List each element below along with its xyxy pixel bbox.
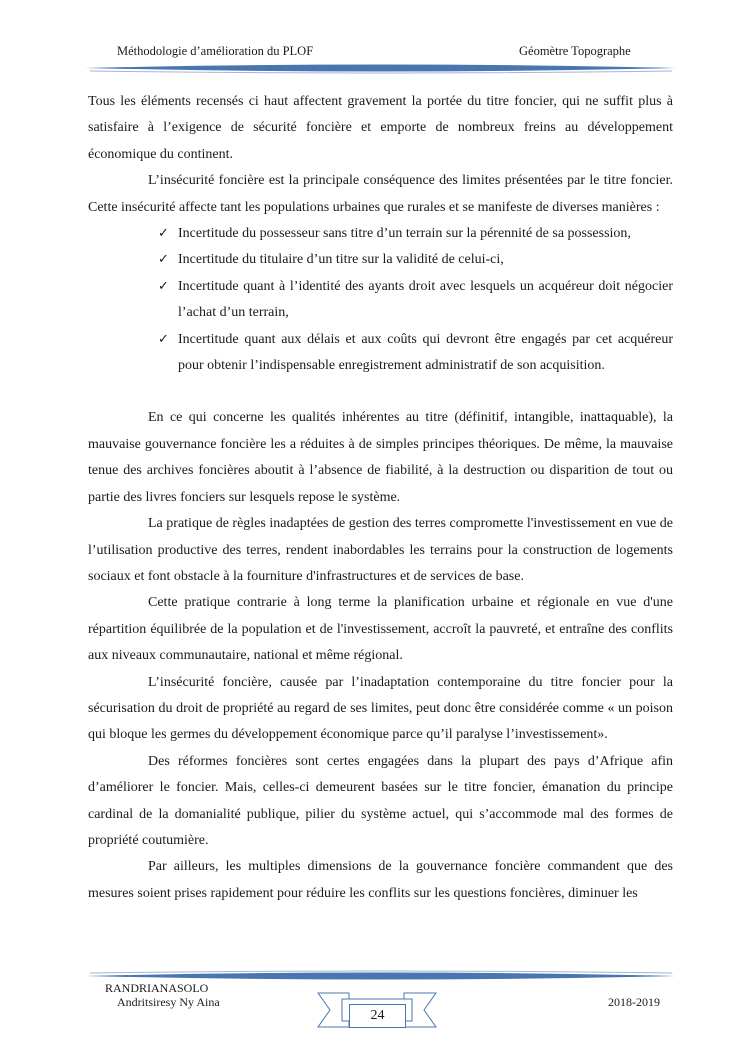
page-number: 24 <box>349 1004 406 1028</box>
checkmark-icon: ✓ <box>158 278 169 294</box>
paragraph: Par ailleurs, les multiples dimensions de la gouvernance foncière commandent que des mesures soient prises rapidement pour réduire les conflits sur les questions foncières, diminuer les <box>88 859 673 901</box>
list-item: ✓ Incertitude du possesseur sans titre d’un terrain sur la pérennité de sa possession, <box>178 221 673 247</box>
paragraph: En ce qui concerne les qualités inhérentes au titre (définitif, intangible, inattaquable), la mauvaise gouvernance foncière les a réduites à de simples principes théoriques. De même, la mauvaise tenue des archives foncières aboutit à l’absence de fiabilité, à la destruction ou disparition de tout ou partie des livres fonciers sur lesquels repose le système. <box>88 410 673 505</box>
paragraph: Des réformes foncières sont certes engagées dans la plupart des pays d’Afrique afin d’améliorer le foncier. Mais, celles-ci demeurent basées sur le titre foncier, émanation du principe cardinal de la domanialité publique, pilier du système actuel, qui s’accommode mal des formes de propriété coutumière. <box>88 753 673 848</box>
checkmark-icon: ✓ <box>158 226 169 242</box>
list-item: ✓ Incertitude quant aux délais et aux coûts qui devront être engagés par cet acquéreur pour obtenir l’indispensable enregistrement administratif de son acquisition. <box>178 327 673 380</box>
paragraph: Tous les éléments recensés ci haut affectent gravement la portée du titre foncier, qui ne suffit plus à satisfaire à l’exigence de sécurité foncière et emporte de nombreux freins au développement économique du continent. <box>88 94 673 162</box>
paragraph: Cette pratique contrarie à long terme la planification urbaine et régionale en vue d'une répartition équilibrée de la population et de l'investissement, accroît la pauvreté, et entraîne des conflits aux niveaux communautaire, national et même régional. <box>88 595 673 664</box>
author-name-line2: Andritsiresy Ny Aina <box>117 995 220 1009</box>
paragraph: L’insécurité foncière, causée par l’inadaptation contemporaine du titre foncier pour la sécurisation du droit de propriété au regard de ses limites, peut donc être considérée comme « un poison qui bloque les germes du développement économique parce qu’il paralyse l’investissement». <box>88 674 673 743</box>
author-name-line1: RANDRIANASOLO <box>105 981 209 995</box>
list-item: ✓ Incertitude quant à l’identité des ayants droit avec lesquels un acquéreur doit négocier l’achat d’un terrain, <box>178 274 673 327</box>
header-document-title: Méthodologie d’amélioration du PLOF <box>117 44 314 58</box>
list-item: ✓ Incertitude du titulaire d’un titre sur la validité de celui-ci, <box>178 247 673 273</box>
header-profession: Géomètre Topographe <box>519 44 631 58</box>
checkmark-icon: ✓ <box>158 331 169 347</box>
academic-year: 2018-2019 <box>608 995 660 1009</box>
checkmark-icon: ✓ <box>158 252 169 268</box>
paragraph: La pratique de règles inadaptées de gestion des terres compromette l'investissement en vue de l’utilisation productive des terres, rendent inabordables les terrains pour la construction de logements sociaux et font obstacle à la fourniture d'infrastructures et de services de base. <box>88 516 673 584</box>
paragraph: L’insécurité foncière est la principale conséquence des limites présentées par le titre foncier. Cette insécurité affecte tant les populations urbaines que rurales et se manifeste de diverses manières : <box>88 173 673 215</box>
